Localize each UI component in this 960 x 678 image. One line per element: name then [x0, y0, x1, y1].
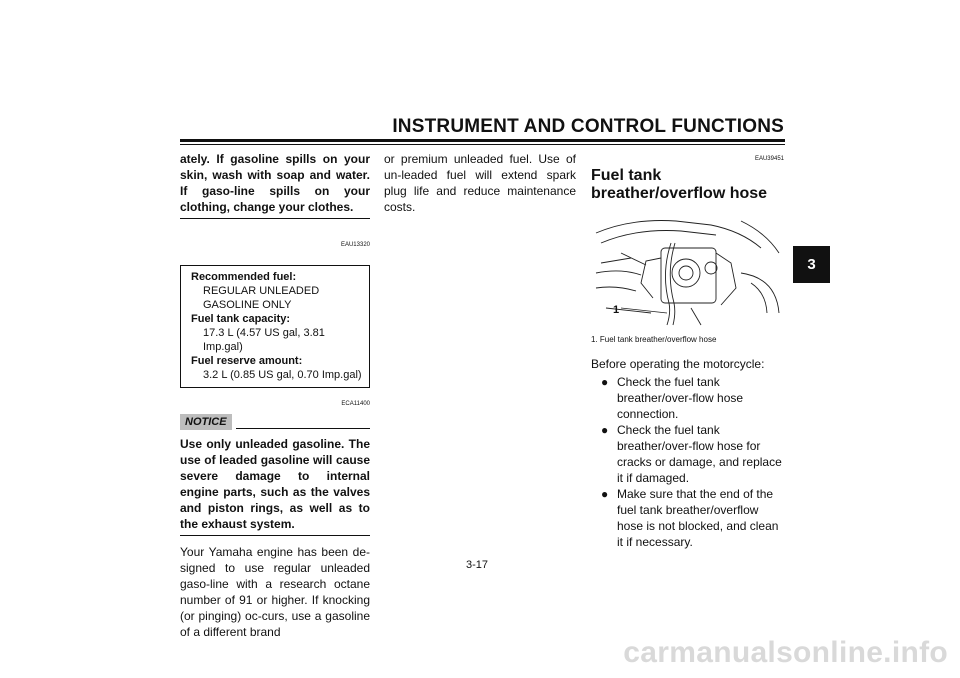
section-code: EAU39451	[754, 156, 784, 162]
body-paragraph-continued: or premium unleaded fuel. Use of un-leaded fuel will extend spark plug life and reduce maintenance costs.	[384, 152, 576, 214]
recommended-fuel-value: REGULAR UNLEADED GASOLINE ONLY	[203, 285, 320, 311]
notice-text: Use only unleaded gasoline. The use of leaded gasoline will cause severe damage to internal engine parts, such as the valves and piston rings, as well as to the exhaust system.	[180, 437, 370, 531]
warning-text: ately. If gasoline spills on your skin, wash with soap and water. If gaso-line spills on your clothing, change your clothes.	[180, 152, 370, 214]
reserve-amount-value: 3.2 L (0.85 US gal, 0.70 Imp.gal)	[203, 369, 362, 381]
list-item	[591, 422, 784, 486]
notice-badge: NOTICE	[180, 414, 232, 430]
list-item-text: Check the fuel tank breather/over-flow hose connection.	[617, 375, 744, 421]
header-rule-thick	[180, 139, 785, 142]
intro-text: Before operating the motorcycle:	[591, 357, 765, 371]
tank-capacity-value: 17.3 L (4.57 US gal, 3.81 Imp.gal)	[203, 327, 325, 353]
page-number: 3-17	[466, 559, 489, 571]
column-middle	[384, 151, 576, 215]
diagram-caption: 1. Fuel tank breather/overflow hose	[591, 335, 717, 344]
list-item	[591, 374, 784, 422]
notice-code: ECA11400	[341, 401, 370, 407]
list-item-text: Make sure that the end of the fuel tank breather/overflow hose is not blocked, and clean it if necessary.	[617, 487, 779, 549]
section-code: EAU13320	[340, 242, 370, 248]
list-item	[591, 486, 784, 550]
bullet-icon: ●	[601, 375, 609, 389]
fuel-spec-box	[180, 265, 370, 388]
column-left	[180, 151, 370, 640]
checklist	[591, 374, 784, 550]
page-header-title: INSTRUMENT AND CONTROL FUNCTIONS	[392, 116, 784, 137]
notice-header	[180, 414, 370, 430]
list-item-text: Check the fuel tank breather/over-flow hose for cracks or damage, and replace it if damaged.	[617, 423, 782, 485]
notice-end-rule	[180, 535, 370, 536]
watermark: carmanualsonline.info	[623, 636, 948, 669]
notice-rule	[236, 428, 370, 429]
recommended-fuel-label: Recommended fuel:	[191, 271, 297, 283]
reserve-amount-label: Fuel reserve amount:	[191, 355, 303, 367]
column-right	[591, 151, 784, 550]
header-rule-thin	[180, 144, 785, 145]
bullet-icon: ●	[601, 487, 609, 501]
bullet-icon: ●	[601, 423, 609, 437]
fuel-hose-diagram	[591, 213, 784, 329]
warning-rule	[180, 218, 370, 219]
body-paragraph: Your Yamaha engine has been de-signed to use regular unleaded gaso-line with a research octane number of 91 or higher. If knocking (or pinging) oc-curs, use a gasoline of a different brand	[180, 545, 370, 639]
tank-capacity-label: Fuel tank capacity:	[191, 313, 291, 325]
section-title: Fuel tank breather/overflow hose	[591, 167, 768, 202]
chapter-tab: 3	[793, 246, 830, 283]
diagram-callout: 1	[613, 304, 620, 316]
